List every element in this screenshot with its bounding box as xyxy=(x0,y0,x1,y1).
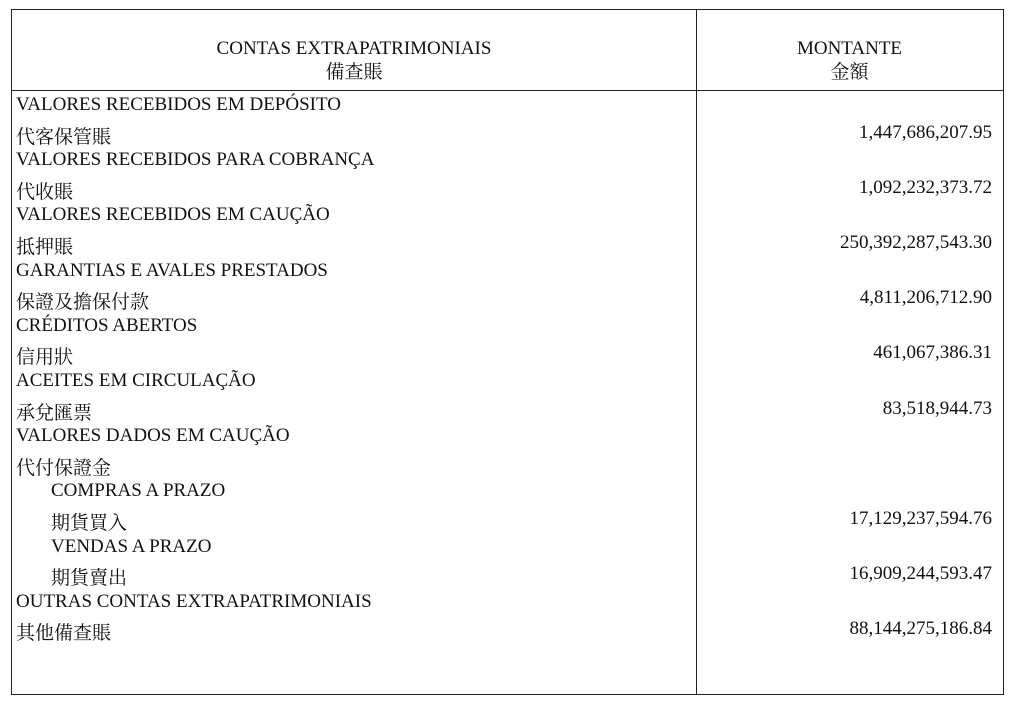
table-row xyxy=(12,340,1003,368)
table-body xyxy=(12,92,1003,644)
row-label: VENDAS A PRAZO xyxy=(51,535,212,557)
row-label: VALORES RECEBIDOS EM CAUÇÃO xyxy=(16,204,330,226)
table-row xyxy=(12,478,1003,506)
off-balance-sheet-table xyxy=(11,9,1004,695)
table-row xyxy=(12,534,1003,562)
row-label: VALORES RECEBIDOS EM DEPÓSITO xyxy=(16,94,341,115)
table-row xyxy=(12,258,1003,286)
table-row xyxy=(12,285,1003,313)
table-row xyxy=(12,92,1003,120)
table-row xyxy=(12,230,1003,258)
table-row xyxy=(12,202,1003,230)
header-amount xyxy=(696,37,1003,85)
row-label: 代客保管賬 xyxy=(16,126,112,148)
table-row xyxy=(12,561,1003,589)
table-row xyxy=(12,313,1003,341)
row-label: 抵押賬 xyxy=(16,236,74,258)
row-label: 期貨賣出 xyxy=(51,568,128,590)
row-label: VALORES RECEBIDOS PARA COBRANÇA xyxy=(16,149,375,171)
table-row xyxy=(12,451,1003,479)
row-label: VALORES DADOS EM CAUÇÃO xyxy=(16,425,290,447)
header-amount-zh: 金額 xyxy=(830,62,869,83)
row-label: COMPRAS A PRAZO xyxy=(51,480,226,502)
table-row xyxy=(12,423,1003,451)
table-row xyxy=(12,616,1003,644)
table-row xyxy=(12,120,1003,148)
table-row xyxy=(12,506,1003,534)
header-accounts-zh: 備查賬 xyxy=(325,62,383,83)
row-label: 其他備查賬 xyxy=(16,623,112,645)
row-label: OUTRAS CONTAS EXTRAPATRIMONIAIS xyxy=(16,590,372,612)
row-amount: 1,092,232,373.72 xyxy=(859,176,992,198)
header-accounts xyxy=(12,37,696,85)
row-label: 代付保證金 xyxy=(16,457,112,479)
table-row xyxy=(12,147,1003,175)
row-label: ACEITES EM CIRCULAÇÃO xyxy=(16,369,256,391)
row-amount: 461,067,386.31 xyxy=(873,342,992,364)
table-row xyxy=(12,396,1003,424)
row-amount: 17,129,237,594.76 xyxy=(849,507,992,529)
row-amount: 16,909,244,593.47 xyxy=(849,563,992,585)
row-label: 保證及擔保付款 xyxy=(16,292,150,314)
row-amount: 83,518,944.73 xyxy=(882,397,992,419)
row-amount: 250,392,287,543.30 xyxy=(840,231,992,253)
row-label: 信用狀 xyxy=(16,347,74,369)
row-amount: 1,447,686,207.95 xyxy=(859,121,992,143)
header-amount-pt: MONTANTE xyxy=(796,38,903,59)
row-amount: 4,811,206,712.90 xyxy=(859,287,992,309)
row-label: 代收賬 xyxy=(16,181,74,203)
row-amount: 88,144,275,186.84 xyxy=(849,618,992,640)
row-label: 期貨買入 xyxy=(51,512,128,534)
header-divider xyxy=(12,90,1003,91)
table-row xyxy=(12,368,1003,396)
row-label: CRÉDITOS ABERTOS xyxy=(16,314,198,336)
row-label: GARANTIAS E AVALES PRESTADOS xyxy=(16,259,328,281)
table-row xyxy=(12,589,1003,617)
table-row xyxy=(12,175,1003,203)
header-accounts-pt: CONTAS EXTRAPATRIMONIAIS xyxy=(216,38,492,59)
row-label: 承兌匯票 xyxy=(16,402,93,424)
